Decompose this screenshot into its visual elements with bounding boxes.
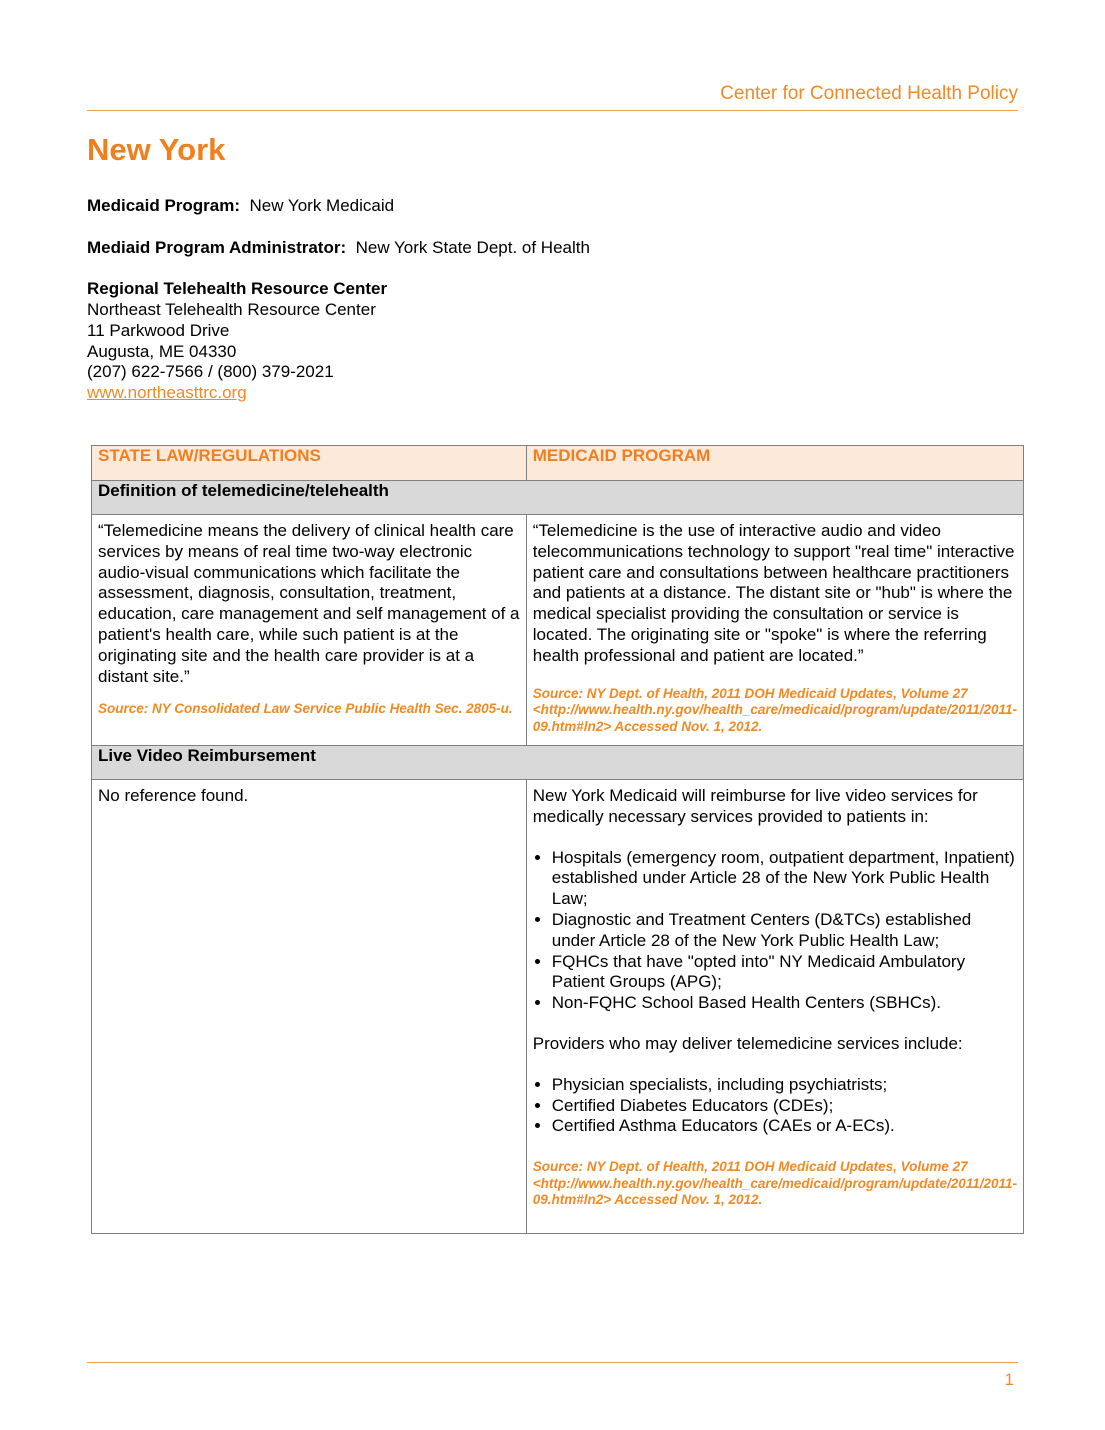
column-header-medicaid: MEDICAID PROGRAM bbox=[526, 446, 1023, 481]
footer-divider bbox=[87, 1362, 1018, 1363]
trc-name: Northeast Telehealth Resource Center bbox=[87, 299, 376, 319]
trc-website-link[interactable]: www.northeasttrc.org bbox=[87, 383, 247, 403]
administrator-label: Mediaid Program Administrator: bbox=[87, 237, 347, 257]
provider-list bbox=[533, 1075, 1017, 1137]
state-law-cell bbox=[92, 515, 527, 746]
facility-list bbox=[533, 848, 1017, 1014]
table-row-live-video bbox=[92, 780, 1024, 1234]
list-item: • Certified Asthma Educators (CAEs or A-ECs). bbox=[552, 1116, 1017, 1137]
trc-address-line1: 11 Parkwood Drive bbox=[87, 320, 230, 340]
header-org-title: Center for Connected Health Policy bbox=[720, 83, 1018, 104]
header-divider bbox=[87, 110, 1018, 111]
list-item: • Hospitals (emergency room, outpatient department, Inpatient) established under Article 28 of the New York Public Health Law; bbox=[552, 848, 1017, 910]
medicaid-cell bbox=[526, 515, 1023, 746]
state-law-definition-text: “Telemedicine means the delivery of clinical health care services by means of real time two-way electronic audio-visual communications which facilitate the assessment, diagnosis, consultation, treatment, education, care management and self management of a patient's health care, while such patient is at the originating site and the health care provider is at a distant site.” bbox=[98, 521, 520, 686]
list-item: • Certified Diabetes Educators (CDEs); bbox=[552, 1096, 1017, 1117]
page-title: New York bbox=[87, 132, 226, 167]
providers-intro: Providers who may deliver telemedicine services include: bbox=[532, 1034, 963, 1054]
administrator-value: New York State Dept. of Health bbox=[355, 237, 590, 257]
column-header-state-law: STATE LAW/REGULATIONS bbox=[92, 446, 527, 481]
list-item: • FQHCs that have "opted into" NY Medicaid Ambulatory Patient Groups (APG); bbox=[552, 952, 1017, 994]
table-header-row bbox=[92, 446, 1024, 481]
list-item: • Diagnostic and Treatment Centers (D&TCs) established under Article 28 of the New York Public Health Law; bbox=[552, 910, 1017, 952]
trc-phone: (207) 622-7566 / (800) 379-2021 bbox=[87, 362, 334, 382]
medicaid-cell bbox=[526, 780, 1023, 1234]
trc-label: Regional Telehealth Resource Center bbox=[87, 279, 388, 299]
list-item: • Physician specialists, including psychiatrists; bbox=[552, 1075, 1017, 1096]
medicaid-definition-source: Source: NY Dept. of Health, 2011 DOH Medicaid Updates, Volume 27 <http://www.health.ny.gov/health_care/medicaid/program/update/2011/2011-09.htm#ln2> Accessed Nov. 1, 2012. bbox=[532, 685, 1018, 734]
medicaid-program-row bbox=[87, 196, 590, 217]
section-title: Definition of telemedicine/telehealth bbox=[92, 481, 1024, 515]
section-title: Live Video Reimbursement bbox=[92, 746, 1024, 780]
table-row-definition bbox=[92, 515, 1024, 746]
section-header-definition bbox=[92, 481, 1024, 515]
list-item: • Non-FQHC School Based Health Centers (SBHCs). bbox=[552, 993, 1017, 1014]
state-law-live-video-text: No reference found. bbox=[98, 786, 249, 806]
live-video-source: Source: NY Dept. of Health, 2011 DOH Medicaid Updates, Volume 27 <http://www.health.ny.gov/health_care/medicaid/program/update/2011/2011-09.htm#ln2> Accessed Nov. 1, 2012. bbox=[532, 1159, 1018, 1208]
trc-address-line2: Augusta, ME 04330 bbox=[87, 341, 237, 361]
page-number: 1 bbox=[1004, 1370, 1014, 1389]
medicaid-definition-text: “Telemedicine is the use of interactive audio and video telecommunications technology to support "real time" interactive patient care and consultations between healthcare practitioners and patients at a distance. The distant site or "hub" is where the medical specialist providing the consultation or service is located. The originating site or "spoke" is where the referring health professional and patient are located.” bbox=[532, 521, 1015, 665]
medicaid-program-value: New York Medicaid bbox=[249, 196, 395, 215]
medicaid-program-label: Medicaid Program: bbox=[87, 196, 241, 215]
administrator-row bbox=[87, 238, 590, 259]
program-info bbox=[87, 196, 590, 404]
policy-table bbox=[91, 445, 1024, 1234]
state-law-source: Source: NY Consolidated Law Service Public Health Sec. 2805-u. bbox=[98, 701, 513, 717]
live-video-intro: New York Medicaid will reimburse for live video services for medically necessary services provided to patients in: bbox=[532, 786, 978, 826]
state-law-cell bbox=[92, 780, 527, 1234]
section-header-live-video bbox=[92, 746, 1024, 780]
